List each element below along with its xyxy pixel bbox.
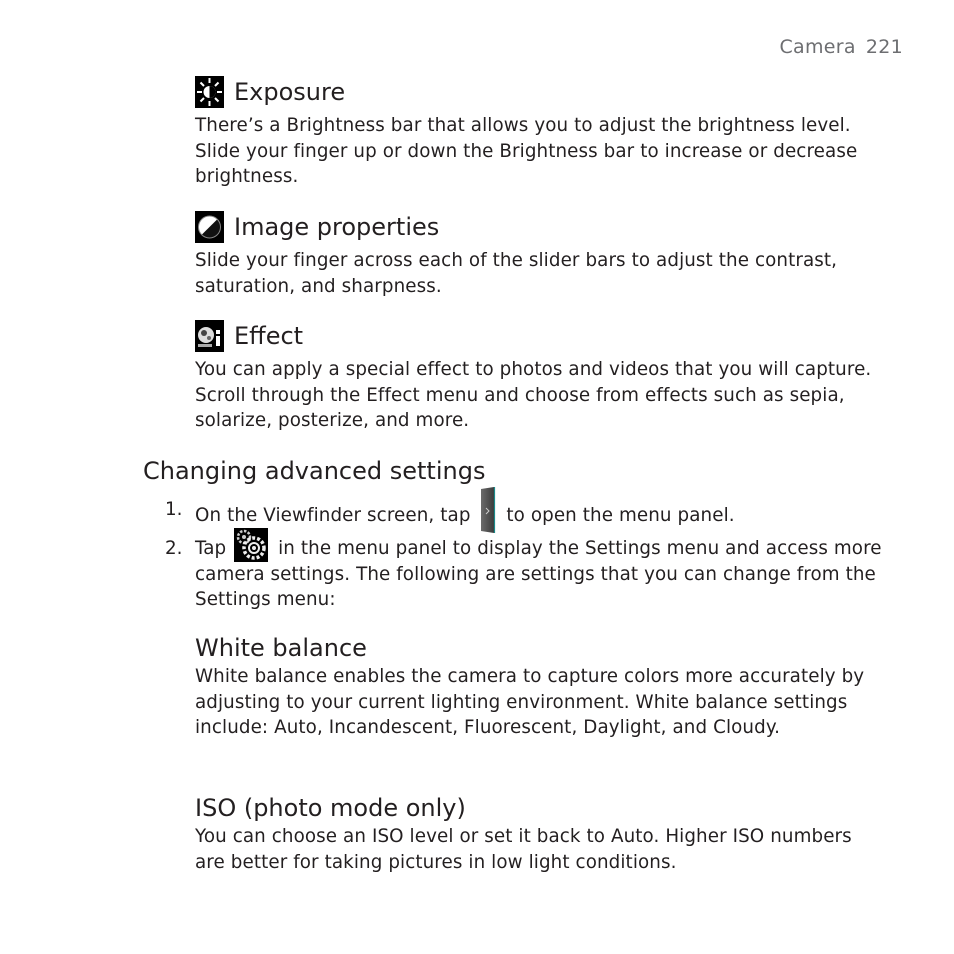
step-2 <box>165 536 885 613</box>
step-number: 1. <box>165 499 183 520</box>
image-properties-body: Slide your finger across each of the slider bars to adjust the contrast, saturation, and sharpness. <box>195 250 838 297</box>
exposure-section <box>195 75 885 190</box>
step-text-after: in the menu panel to display the Settings menu and access more camera settings. The following are settings that you can change from the Settings menu: <box>195 538 882 610</box>
settings-gear-icon <box>234 528 268 562</box>
white-balance-section <box>195 634 885 741</box>
effect-icon <box>195 320 224 352</box>
white-balance-title: White balance <box>195 634 367 662</box>
exposure-body: There’s a Brightness bar that allows you to adjust the brightness level. Slide your finger up or down the Brightness bar to increase or decrease brightness. <box>195 115 858 187</box>
white-balance-body: White balance enables the camera to capture colors more accurately by adjusting to your current lighting environment. White balance settings include: Auto, Incandescent, Fluorescent, Daylight, and Cloudy. <box>195 666 865 738</box>
image-properties-title: Image properties <box>234 213 440 241</box>
iso-section <box>195 794 885 875</box>
step-text-after: to open the menu panel. <box>506 505 735 526</box>
step-number: 2. <box>165 538 183 559</box>
page-number: 221 <box>865 36 903 58</box>
step-text-before: On the Viewfinder screen, tap <box>195 505 471 526</box>
image-properties-section <box>195 210 885 299</box>
advanced-settings-heading: Changing advanced settings <box>143 457 486 485</box>
step-text-before: Tap <box>195 538 227 559</box>
exposure-title: Exposure <box>234 78 346 106</box>
brightness-icon <box>195 76 224 108</box>
page-header <box>779 36 903 58</box>
effect-title: Effect <box>234 322 304 350</box>
section-name: Camera <box>779 36 856 58</box>
step-1 <box>165 497 885 535</box>
effect-body: You can apply a special effect to photos and videos that you will capture. Scroll through the Effect menu and choose from effects such as sepia, solarize, posterize, and more. <box>195 359 872 431</box>
iso-body: You can choose an ISO level or set it back to Auto. Higher ISO numbers are better for taking pictures in low light conditions. <box>195 826 852 873</box>
menu-panel-tab-icon <box>480 487 496 535</box>
contrast-icon <box>195 211 224 243</box>
effect-section <box>195 319 885 434</box>
iso-title: ISO (photo mode only) <box>195 794 466 822</box>
